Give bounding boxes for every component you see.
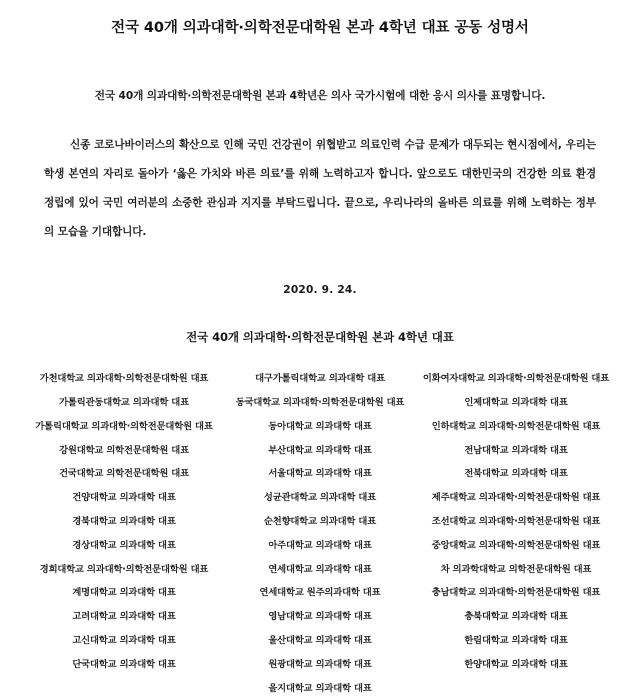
signatory-item: 동아대학교 의과대학 대표 xyxy=(268,420,372,432)
signatory-item: 부산대학교 의과대학 대표 xyxy=(268,444,372,456)
signatory-item: 단국대학교 의과대학 대표 xyxy=(72,658,176,670)
signatory-item: 울산대학교 의과대학 대표 xyxy=(268,635,372,647)
signatory-item: 전북대학교 의과대학 대표 xyxy=(464,468,568,480)
signatory-item: 충남대학교 의과대학·의학전문대학원 대표 xyxy=(431,587,601,599)
signatory-item: 원광대학교 의과대학 대표 xyxy=(268,658,372,670)
signatory-item: 중앙대학교 의과대학·의학전문대학원 대표 xyxy=(431,539,601,551)
signatory-item: 한림대학교 의과대학 대표 xyxy=(464,635,568,647)
signatory-item: 대구가톨릭대학교 의과대학 대표 xyxy=(255,373,385,385)
signatory-column-1 xyxy=(26,367,222,676)
signatory-item: 가톨릭대학교 의과대학·의학전문대학원 대표 xyxy=(35,420,213,432)
signatory-item: 고신대학교 의과대학 대표 xyxy=(72,635,176,647)
signatory-item: 경희대학교 의과대학·의학전문대학원 대표 xyxy=(39,563,209,575)
signatory-item: 영남대학교 의과대학 대표 xyxy=(268,611,372,623)
signatory-column-3 xyxy=(418,367,614,676)
signatory-item: 고려대학교 의과대학 대표 xyxy=(72,611,176,623)
signatory-item: 이화여자대학교 의과대학·의학전문대학원 대표 xyxy=(422,373,610,385)
signatory-item: 강원대학교 의학전문대학원 대표 xyxy=(59,444,189,456)
signatory-item: 을지대학교 의과대학 대표 xyxy=(268,682,372,694)
signatory-item: 동국대학교 의과대학·의학전문대학원 대표 xyxy=(235,397,405,409)
signatory-item: 건국대학교 의학전문대학원 대표 xyxy=(59,468,189,480)
signatory-item: 차 의과학대학교 의학전문대학원 대표 xyxy=(440,563,592,575)
signatory-section-heading: 전국 40개 의과대학·의학전문대학원 본과 4학년 대표 xyxy=(186,330,454,345)
signatory-item: 전남대학교 의과대학 대표 xyxy=(464,444,568,456)
signatory-item: 연세대학교 의과대학 대표 xyxy=(268,563,372,575)
statement-paragraph-1: 전국 40개 의과대학·의학전문대학원 본과 4학년은 의사 국가시험에 대한 응시 의사를 표명합니다. xyxy=(94,90,546,103)
signatory-item: 인하대학교 의과대학·의학전문대학원 대표 xyxy=(431,420,601,432)
signatory-item: 가톨릭관동대학교 의과대학 대표 xyxy=(59,397,189,409)
signatory-item: 계명대학교 의과대학 대표 xyxy=(72,587,176,599)
signatory-item: 한양대학교 의과대학 대표 xyxy=(464,658,568,670)
signatory-columns xyxy=(0,345,640,700)
signatory-item: 가천대학교 의과대학·의학전문대학원 대표 xyxy=(39,373,209,385)
statement-date: 2020. 9. 24. xyxy=(283,284,357,297)
statement-body xyxy=(0,82,640,247)
signatory-item: 성균관대학교 의과대학 대표 xyxy=(263,492,377,504)
statement-paragraph-2: 신종 코로나바이러스의 확산으로 인해 국민 건강권이 위협받고 의료인력 수급 문제가 대두되는 현시점에서, 우리는 학생 본연의 자리로 돌아가 ‘옳은 가치와 바른 의료’를 위해 노력하고자 합니다. 앞으로도 대한민국의 건강한 의료 환경 정립에 있어 국민 여러분의 소중한 관심과 지지를 부탁드립니다. 끝으로, 우리나라의 올바른 의료를 위해 노력하는 정부의 모습을 기대합니다. xyxy=(44,139,596,239)
signatory-item: 인제대학교 의과대학 대표 xyxy=(464,397,568,409)
signatory-item: 경북대학교 의과대학 대표 xyxy=(72,516,176,528)
signatory-item: 제주대학교 의과대학·의학전문대학원 대표 xyxy=(431,492,601,504)
signatory-item: 충북대학교 의과대학 대표 xyxy=(464,611,568,623)
signatory-item: 연세대학교 원주의과대학 대표 xyxy=(259,587,381,599)
signatory-column-2 xyxy=(222,367,418,700)
signatory-item: 서울대학교 의과대학 대표 xyxy=(268,468,372,480)
signatory-item: 경상대학교 의과대학 대표 xyxy=(72,539,176,551)
signatory-item: 조선대학교 의과대학·의학전문대학원 대표 xyxy=(431,516,601,528)
signatory-item: 아주대학교 의과대학 대표 xyxy=(268,539,372,551)
signatory-item: 순천향대학교 의과대학 대표 xyxy=(263,516,377,528)
signatory-item: 건양대학교 의과대학 대표 xyxy=(72,492,176,504)
page-title: 전국 40개 의과대학·의학전문대학원 본과 4학년 대표 공동 성명서 xyxy=(111,20,529,36)
